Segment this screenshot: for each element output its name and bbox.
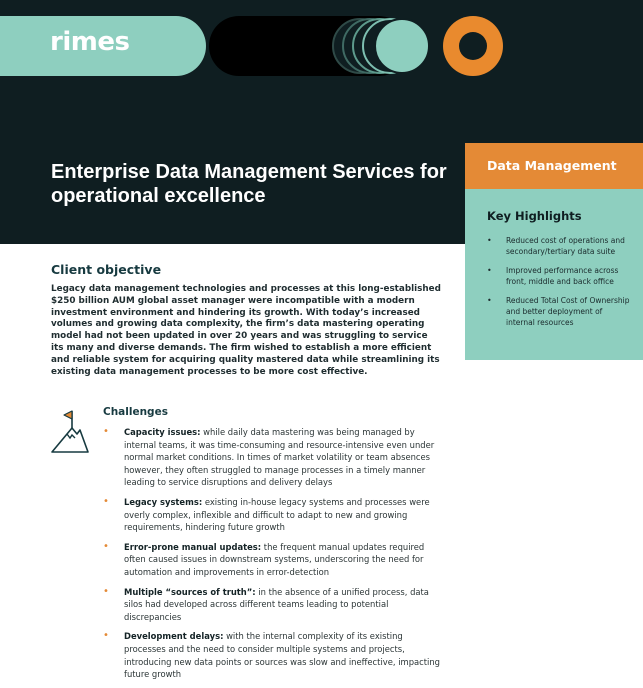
objective-text: Legacy data management technologies and processes at this long-established $250 billion AUM global asset manager were incompatible with a modern investment environment and hindering its growth. With today’s increased volumes and growing data complexity, the firm’s data mastering operating model had not been updated in over 20 years and was struggling to service its many and diverse demands. The firm wished to establish a more efficient and reliable system for acquiring quality mastered data while streamlining its existing data management processes to be more cost effective. — [51, 284, 441, 377]
challenges-list — [103, 426, 440, 688]
challenge-text: while daily data mastering was being managed by internal teams, it was time-consuming and resource-intensive even under normal market conditions. In times of market volatility or team absences however, they often struggled to manage processes in a timely manner leading to service disruptions and delivery delays — [124, 427, 435, 488]
challenge-lead: Development delays: — [124, 631, 224, 642]
rimes-logo: rimes — [50, 27, 130, 57]
page-title: Enterprise Data Management Services for operational excellence — [51, 161, 447, 207]
mountain-flag-icon — [50, 408, 90, 454]
challenge-lead: Multiple “sources of truth”: — [124, 586, 256, 597]
challenge-lead: Legacy systems: — [124, 496, 203, 507]
challenge-text: existing in-house legacy systems and processes were overly complex, inflexible and difficult to adapt to new and growing requirements, hindering future growth — [124, 496, 430, 533]
challenge-item — [103, 586, 440, 624]
challenge-text: in the absence of a unified process, data silos had developed across different teams leading to potential discrepancies — [124, 586, 429, 622]
decorative-circle — [374, 18, 430, 74]
challenges-title: Challenges — [103, 406, 168, 418]
challenge-lead: Error-prone manual updates: — [124, 541, 262, 552]
bullet-icon: • — [103, 585, 109, 597]
objective-title: Client objective — [51, 262, 162, 277]
challenge-item — [103, 496, 440, 534]
bullet-icon: • — [103, 495, 109, 507]
key-highlights-list — [487, 235, 633, 328]
challenge-text: with the internal complexity of its existing processes and the need to consider multiple systems and projects, introducing new data points or sources was slow and ineffective, impacting future growth — [124, 631, 440, 680]
challenge-lead: Capacity issues: — [124, 427, 201, 437]
highlight-item: • Reduced cost of operations and secondary/tertiary data suite — [487, 235, 633, 257]
highlight-item: • Reduced Total Cost of Ownership and better deployment of internal resources — [487, 295, 633, 328]
key-highlights-panel — [465, 189, 643, 360]
challenge-item — [103, 541, 440, 579]
category-label: Data Management — [465, 143, 643, 189]
challenge-text: the frequent manual updates required often caused issues in downstream systems, underscoring the need for automation and improvements in error-detection — [124, 541, 425, 577]
bullet-icon: • — [103, 630, 109, 642]
bullet-icon: • — [103, 540, 109, 552]
challenge-item — [103, 630, 440, 680]
orange-ring — [443, 16, 503, 76]
bullet-icon: • — [103, 426, 109, 437]
challenge-item — [103, 426, 440, 489]
highlight-item: • Improved performance across front, middle and back office — [487, 265, 633, 287]
key-highlights-title: Key Highlights — [487, 209, 582, 223]
